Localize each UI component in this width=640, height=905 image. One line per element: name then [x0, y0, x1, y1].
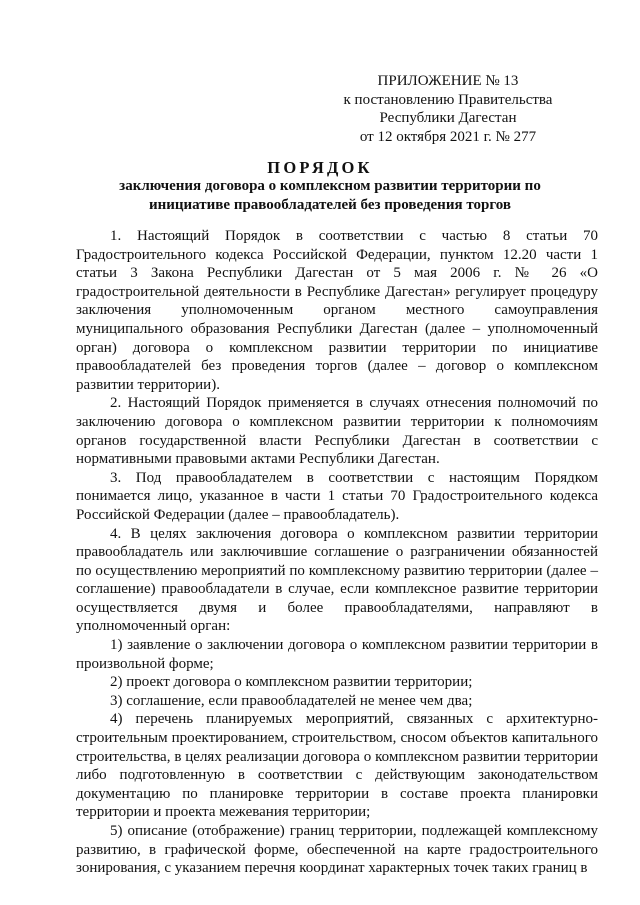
appendix-header — [318, 72, 578, 146]
list-item-5: 5) описание (отображение) границ территории, подлежащей комплексному развитию, в графической форме, обеспеченной на карте градостроительного зонирования, с указанием перечня координат характерных точек таких границ в — [76, 823, 598, 877]
appendix-republic: Республики Дагестан — [379, 110, 517, 127]
subtitle-line-2: инициативе правообладателей без проведения торгов — [148, 196, 512, 213]
list-item-4: 4) перечень планируемых мероприятий, связанных с архитектурно-строительным проектированием, строительством, сносом объектов капитального строительства, в целях реализации договора о комплексном развитии территории либо подготовленную в соответствии с действующим законодательством документацию по планировке территории в составе проекта планировки территории и проекта межевания территории; — [76, 711, 598, 821]
appendix-date: от 12 октября 2021 г. № 277 — [359, 128, 537, 145]
document-title: ПОРЯДОК — [267, 158, 373, 177]
document-subtitle — [80, 177, 580, 214]
paragraph-2: 2. Настоящий Порядок применяется в случаях отнесения полномочий по заключению договора о комплексном развитии территории к полномочиям органов государственной власти Республики Дагестан в соответствии с нормативными правовыми актами Республики Дагестан. — [76, 395, 598, 468]
document-body — [76, 227, 598, 878]
paragraph-4: 4. В целях заключения договора о комплексном развитии территории правообладатель или заключившие соглашение о разграничении обязанностей по осуществлению мероприятий по комплексному развитию территории (далее – соглашение) правообладатели в случае, если комплексное развитие территории осуществляется двумя и более правообладателями, направляют в уполномоченный орган: — [76, 525, 598, 635]
list-item-1: 1) заявление о заключении договора о комплексном развитии территории в произвольной форме; — [76, 637, 598, 672]
appendix-resolution: к постановлению Правительства — [343, 91, 553, 108]
list-item-3: 3) соглашение, если правообладателей не менее чем два; — [110, 692, 473, 709]
paragraph-1: 1. Настоящий Порядок в соответствии с частью 8 статьи 70 Градостроительного кодекса Российской Федерации, пунктом 12.20 части 1 статьи 3 Закона Республики Дагестан от 5 мая 2006 г. № 26 «О градостроительной деятельности в Республике Дагестан» регулирует процедуру заключения уполномоченным органом местного самоуправления муниципального образования Республики Дагестан (далее – уполномоченный орган) договора о комплексном развитии территории по инициативе правообладателей без проведения торгов (далее – договор о комплексном развитии территории). — [76, 228, 598, 393]
appendix-number: ПРИЛОЖЕНИЕ № 13 — [377, 73, 519, 89]
paragraph-3: 3. Под правообладателем в соответствии с настоящим Порядком понимается лицо, указанное в части 1 статьи 70 Градостроительного кодекса Российской Федерации (далее – правообладатель). — [76, 469, 598, 523]
subtitle-line-1: заключения договора о комплексном развитии территории по — [119, 178, 541, 194]
list-item-2: 2) проект договора о комплексном развитии территории; — [110, 674, 473, 691]
